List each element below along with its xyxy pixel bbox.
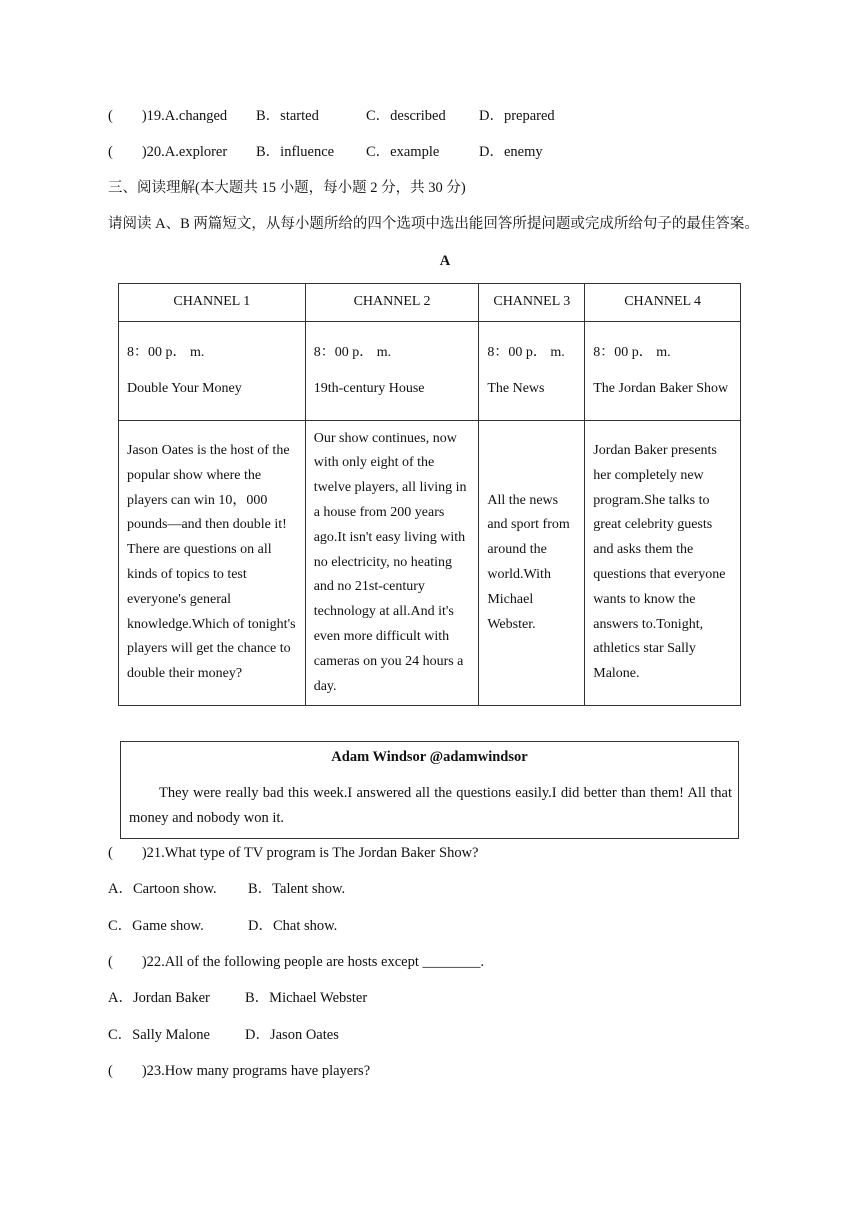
- channel-1-schedule: [119, 322, 306, 421]
- table-description-row: [119, 421, 741, 706]
- channel-4-time: 8：00 p． m.: [593, 344, 671, 360]
- channel-1-description: Jason Oates is the host of the popular show where the players can win 10，000 pounds—and then double it! There are questions on all kinds of topics to test everyone's general knowledge.Which of tonight's players will get the chance to double their money?: [119, 421, 306, 706]
- section-title: 三、阅读理解(本大题共 15 小题，每小题 2 分，共 30 分): [108, 180, 466, 196]
- channel-1-show: Double Your Money: [127, 380, 242, 396]
- q22-option-a: A．Jordan Baker: [108, 990, 210, 1006]
- channel-3-show: The News: [487, 380, 545, 396]
- table-time-row: [119, 322, 741, 421]
- tweet-author: Adam Windsor @adamwindsor: [331, 749, 528, 765]
- channel-2-schedule: [305, 322, 479, 421]
- question-20: [108, 142, 543, 162]
- q21-options-row2: [108, 916, 337, 936]
- passage-label: A: [439, 253, 451, 269]
- channels-table: [118, 283, 741, 706]
- channel-2-description: Our show continues, now with only eight of the twelve players, all living in a house from 200 years ago.It isn't easy living with no electricity, no heating and no 21st-century technology at all.And it's even more difficult with cameras on you 24 hours a day.: [305, 421, 479, 706]
- q22-stem: ( )22.All of the following people are hosts except ________.: [108, 954, 485, 970]
- channel-4-schedule: [585, 322, 741, 421]
- tweet-text: They were really bad this week.I answered all the questions easily.I did better than them! All that money and nobody won it.: [129, 785, 732, 826]
- channel-4-description: Jordan Baker presents her completely new program.She talks to great celebrity guests and asks them the questions that everyone wants to know the answers to.Tonight, athletics star Sally Malone.: [585, 421, 741, 706]
- channel-1-time: 8：00 p． m.: [127, 344, 205, 360]
- q22-options-row1: [108, 988, 367, 1008]
- q22-option-d: D．Jason Oates: [245, 1027, 339, 1043]
- instruction: 请阅读 A、B 两篇短文，从每小题所给的四个选项中选出能回答所提问题或完成所给句子的最佳答案。: [108, 216, 759, 232]
- channel-2-time: 8：00 p． m.: [313, 344, 392, 360]
- table-header-row: [119, 284, 741, 322]
- q21-option-a: A．Cartoon show.: [108, 881, 217, 897]
- channel-3-time: 8：00 p． m.: [487, 344, 565, 360]
- channel-2-name: CHANNEL 2: [305, 284, 479, 322]
- q22-options-row2: [108, 1025, 339, 1045]
- q20-option-b: B．influence: [256, 144, 335, 160]
- q21-option-d: D．Chat show.: [248, 918, 338, 934]
- q21-option-c: C．Game show.: [108, 918, 204, 934]
- q21-options-row1: [108, 879, 345, 899]
- channel-4-name: CHANNEL 4: [585, 284, 741, 322]
- channel-3-name: CHANNEL 3: [479, 284, 585, 322]
- q21-option-b: B．Talent show.: [248, 881, 346, 897]
- q22-option-b: B．Michael Webster: [245, 990, 368, 1006]
- q22-option-c: C．Sally Malone: [108, 1027, 210, 1043]
- q21-stem: ( )21.What type of TV program is The Jordan Baker Show?: [108, 845, 479, 861]
- q19-option-c: C．described: [366, 108, 446, 124]
- tweet-box: [120, 741, 739, 839]
- channel-3-description: All the news and sport from around the world.With Michael Webster.: [479, 421, 585, 706]
- q19-prefix: ( )19.A.changed: [108, 108, 228, 124]
- channel-3-schedule: [479, 322, 585, 421]
- q20-prefix: ( )20.A.explorer: [108, 144, 228, 160]
- q20-option-c: C．example: [366, 144, 440, 160]
- channel-2-show: 19th-century House: [313, 380, 425, 396]
- q19-option-b: B．started: [256, 108, 319, 124]
- q19-option-d: D．prepared: [479, 108, 555, 124]
- q23-stem: ( )23.How many programs have players?: [108, 1063, 371, 1079]
- q20-option-d: D．enemy: [479, 144, 543, 160]
- channel-4-show: The Jordan Baker Show: [593, 380, 729, 396]
- channel-1-name: CHANNEL 1: [119, 284, 306, 322]
- question-19: [108, 106, 555, 126]
